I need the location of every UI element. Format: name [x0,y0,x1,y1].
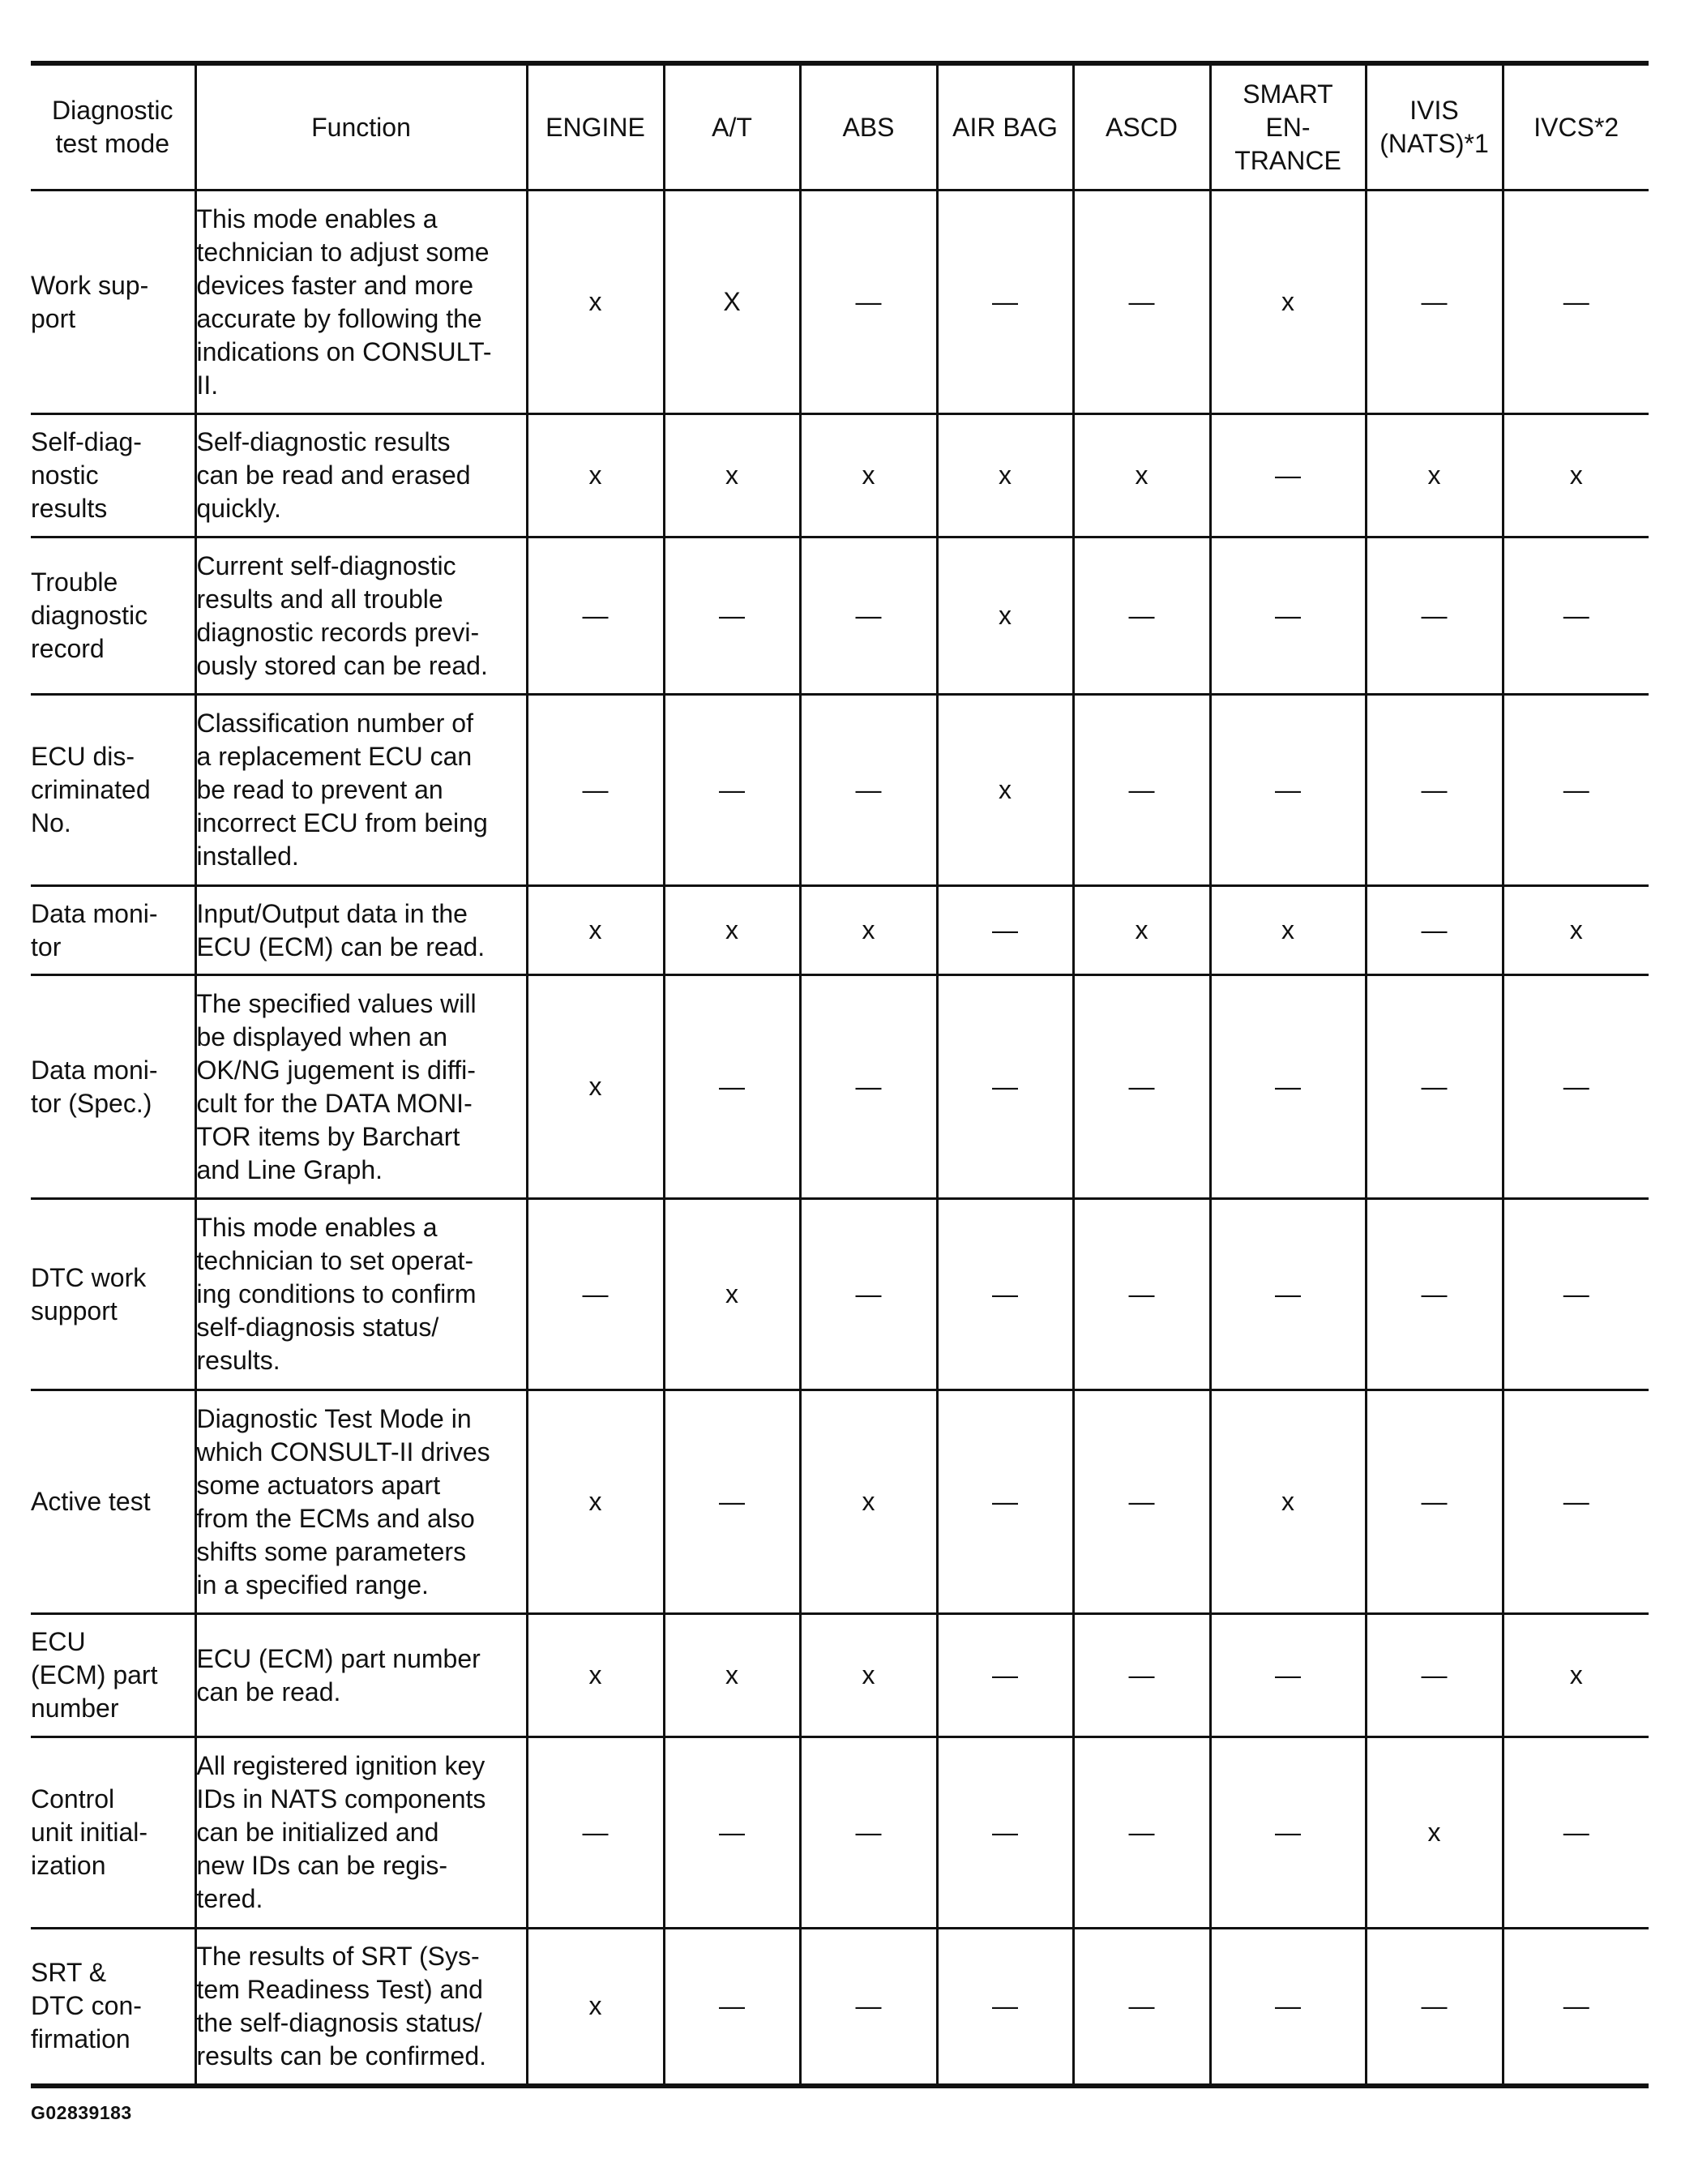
mark-cell-at: x [664,886,800,975]
mark-cell-ivcs: — [1503,1929,1649,2086]
mark-cell-engine: x [527,975,664,1199]
function-cell: This mode enables a technician to adjust some devices faster and more accurate by following the indications on CONSULT- II. [195,191,527,414]
table-row [31,414,1649,537]
column-header-engine: ENGINE [527,63,664,191]
function-cell: Current self-diagnostic results and all trouble diagnostic records previ- ously stored can be read. [195,537,527,695]
mark-cell-ivcs: — [1503,191,1649,414]
function-cell: Diagnostic Test Mode in which CONSULT-II drives some actuators apart from the ECMs and also shifts some parameters in a specified range. [195,1390,527,1614]
mark-cell-at: — [664,695,800,886]
test-mode-cell: Control unit initial- ization [31,1737,195,1929]
mark-cell-smart-entrance: x [1210,1390,1366,1614]
mark-cell-engine: — [527,537,664,695]
function-cell: ECU (ECM) part number can be read. [195,1614,527,1737]
mark-cell-ivcs: x [1503,414,1649,537]
mark-cell-abs: x [800,414,937,537]
function-cell: This mode enables a technician to set operat- ing conditions to confirm self-diagnosis status/ results. [195,1199,527,1390]
mark-cell-ascd: — [1073,1737,1210,1929]
test-mode-cell: Active test [31,1390,195,1614]
mark-cell-ivis-nats: — [1366,695,1503,886]
mark-cell-smart-entrance: — [1210,414,1366,537]
mark-cell-engine: x [527,1614,664,1737]
table-row [31,1929,1649,2086]
mark-cell-ascd: — [1073,695,1210,886]
column-header-at: A/T [664,63,800,191]
column-header-ivcs: IVCS*2 [1503,63,1649,191]
mark-cell-abs: — [800,1199,937,1390]
mark-cell-engine: x [527,414,664,537]
column-header-abs: ABS [800,63,937,191]
mark-cell-ivcs: x [1503,886,1649,975]
mark-cell-smart-entrance: — [1210,537,1366,695]
mark-cell-abs: — [800,1737,937,1929]
mark-cell-smart-entrance: — [1210,1929,1366,2086]
mark-cell-ascd: — [1073,191,1210,414]
mark-cell-air-bag: — [937,1737,1073,1929]
mark-cell-air-bag: — [937,1929,1073,2086]
mark-cell-air-bag: x [937,537,1073,695]
mark-cell-engine: x [527,191,664,414]
mark-cell-air-bag: — [937,886,1073,975]
mark-cell-ivis-nats: x [1366,1737,1503,1929]
test-mode-cell: SRT & DTC con- firmation [31,1929,195,2086]
mark-cell-ivcs: — [1503,537,1649,695]
mark-cell-air-bag: x [937,414,1073,537]
mark-cell-ivis-nats: — [1366,1614,1503,1737]
mark-cell-engine: x [527,1929,664,2086]
mark-cell-ascd: — [1073,975,1210,1199]
function-cell: All registered ignition key IDs in NATS components can be initialized and new IDs can be regis- tered. [195,1737,527,1929]
figure-id: G02839183 [31,2102,132,2123]
mark-cell-ivcs: — [1503,1199,1649,1390]
table-row [31,695,1649,886]
test-mode-cell: Trouble diagnostic record [31,537,195,695]
mark-cell-smart-entrance: — [1210,1737,1366,1929]
mark-cell-smart-entrance: — [1210,975,1366,1199]
mark-cell-ivcs: x [1503,1614,1649,1737]
mark-cell-air-bag: x [937,695,1073,886]
mark-cell-ascd: — [1073,537,1210,695]
mark-cell-abs: x [800,886,937,975]
mark-cell-abs: x [800,1390,937,1614]
mark-cell-ivcs: — [1503,695,1649,886]
test-mode-cell: Self-diag- nostic results [31,414,195,537]
mark-cell-at: — [664,1737,800,1929]
mark-cell-ascd: x [1073,414,1210,537]
function-cell: The results of SRT (Sys- tem Readiness Test) and the self-diagnosis status/ results can be confirmed. [195,1929,527,2086]
table-body [31,191,1649,2086]
mark-cell-engine: — [527,1199,664,1390]
table-row [31,191,1649,414]
mark-cell-ascd: — [1073,1390,1210,1614]
header-row [31,63,1649,191]
function-cell: Self-diagnostic results can be read and erased quickly. [195,414,527,537]
mark-cell-abs: — [800,975,937,1199]
mark-cell-air-bag: — [937,975,1073,1199]
table-row [31,1614,1649,1737]
column-header-ascd: ASCD [1073,63,1210,191]
table-row [31,975,1649,1199]
mark-cell-ascd: — [1073,1199,1210,1390]
column-header-ivis-nats: IVIS (NATS)*1 [1366,63,1503,191]
test-mode-cell: ECU dis- criminated No. [31,695,195,886]
mark-cell-abs: — [800,537,937,695]
test-mode-cell: Data moni- tor [31,886,195,975]
table-row [31,1737,1649,1929]
mark-cell-ivcs: — [1503,1390,1649,1614]
table-row [31,1199,1649,1390]
mark-cell-ascd: — [1073,1929,1210,2086]
mark-cell-at: — [664,537,800,695]
mark-cell-ivcs: — [1503,975,1649,1199]
mark-cell-at: — [664,1929,800,2086]
mark-cell-smart-entrance: x [1210,886,1366,975]
function-cell: The specified values will be displayed when an OK/NG jugement is diffi- cult for the DATA MONI- TOR items by Barchart and Line Graph. [195,975,527,1199]
table-row [31,886,1649,975]
mark-cell-ivis-nats: x [1366,414,1503,537]
mark-cell-at: x [664,414,800,537]
column-header-diagnostic-test-mode: Diagnostic test mode [31,63,195,191]
table-row [31,537,1649,695]
mark-cell-ivcs: — [1503,1737,1649,1929]
mark-cell-at: x [664,1199,800,1390]
mark-cell-engine: x [527,1390,664,1614]
mark-cell-ivis-nats: — [1366,1390,1503,1614]
mark-cell-abs: — [800,1929,937,2086]
mark-cell-air-bag: — [937,1199,1073,1390]
mark-cell-engine: — [527,695,664,886]
mark-cell-abs: — [800,695,937,886]
mark-cell-at: X [664,191,800,414]
mark-cell-smart-entrance: — [1210,1199,1366,1390]
column-header-air-bag: AIR BAG [937,63,1073,191]
column-header-smart-entrance: SMART EN- TRANCE [1210,63,1366,191]
mark-cell-smart-entrance: — [1210,1614,1366,1737]
mark-cell-ivis-nats: — [1366,886,1503,975]
mark-cell-engine: — [527,1737,664,1929]
function-cell: Classification number of a replacement ECU can be read to prevent an incorrect ECU from being installed. [195,695,527,886]
mark-cell-at: x [664,1614,800,1737]
mark-cell-at: — [664,1390,800,1614]
mark-cell-ivis-nats: — [1366,1929,1503,2086]
mark-cell-ascd: — [1073,1614,1210,1737]
mark-cell-ivis-nats: — [1366,1199,1503,1390]
test-mode-cell: Data moni- tor (Spec.) [31,975,195,1199]
test-mode-cell: Work sup- port [31,191,195,414]
test-mode-cell: ECU (ECM) part number [31,1614,195,1737]
mark-cell-abs: x [800,1614,937,1737]
mark-cell-engine: x [527,886,664,975]
table-row [31,1390,1649,1614]
column-header-function: Function [195,63,527,191]
mark-cell-smart-entrance: — [1210,695,1366,886]
mark-cell-ascd: x [1073,886,1210,975]
test-mode-cell: DTC work support [31,1199,195,1390]
mark-cell-air-bag: — [937,1390,1073,1614]
mark-cell-air-bag: — [937,191,1073,414]
mark-cell-ivis-nats: — [1366,191,1503,414]
mark-cell-ivis-nats: — [1366,975,1503,1199]
mark-cell-smart-entrance: x [1210,191,1366,414]
diagnostic-test-mode-table [31,61,1649,2088]
function-cell: Input/Output data in the ECU (ECM) can be read. [195,886,527,975]
mark-cell-at: — [664,975,800,1199]
mark-cell-air-bag: — [937,1614,1073,1737]
mark-cell-abs: — [800,191,937,414]
mark-cell-ivis-nats: — [1366,537,1503,695]
